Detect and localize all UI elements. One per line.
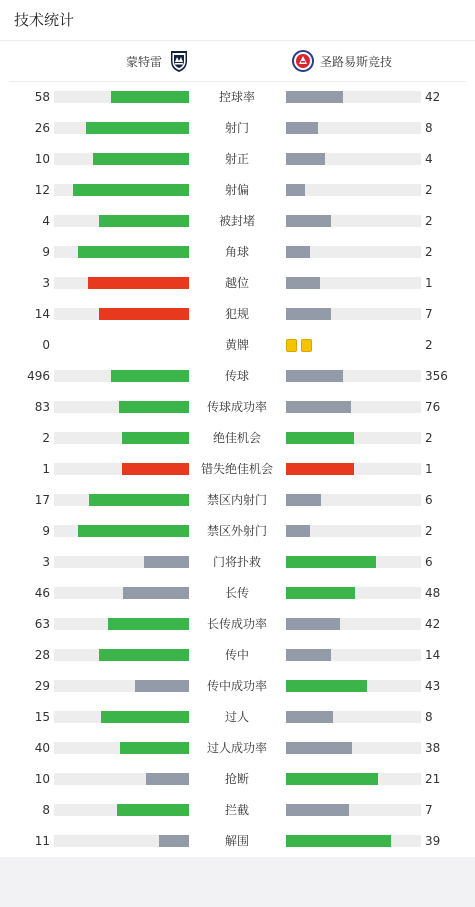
away-stat-bar xyxy=(286,401,421,413)
stat-row xyxy=(0,335,475,355)
away-stat-value: 38 xyxy=(425,741,441,755)
away-stat-bar xyxy=(286,370,421,382)
home-stat-bar-fill xyxy=(99,649,189,661)
stat-label: 长传成功率 xyxy=(206,617,267,631)
divider xyxy=(9,81,466,82)
stat-label: 过人成功率 xyxy=(206,741,267,755)
away-stat-bar-fill xyxy=(286,742,352,754)
home-stat-bar xyxy=(54,463,189,475)
away-stat-value: 2 xyxy=(425,431,433,445)
stat-label: 被封堵 xyxy=(218,214,255,228)
stat-row xyxy=(0,800,475,820)
stat-row xyxy=(0,552,475,572)
away-stat-bar xyxy=(286,246,421,258)
stat-label: 禁区内射门 xyxy=(206,493,267,507)
away-stat-bar xyxy=(286,153,421,165)
away-team-header[interactable] xyxy=(292,49,392,73)
away-stat-bar xyxy=(286,618,421,630)
away-stat-bar xyxy=(286,122,421,134)
stat-row xyxy=(0,242,475,262)
stat-row xyxy=(0,366,475,386)
yellow-card-icon xyxy=(286,339,297,352)
stat-row xyxy=(0,490,475,510)
home-stat-value: 9 xyxy=(42,245,50,259)
home-stat-bar-fill xyxy=(111,370,189,382)
home-stat-bar-fill xyxy=(119,401,189,413)
home-stat-bar-fill xyxy=(99,215,189,227)
home-stat-bar-fill xyxy=(78,246,189,258)
home-stat-bar xyxy=(54,215,189,227)
stat-row xyxy=(0,676,475,696)
stat-label: 解围 xyxy=(224,834,249,848)
stat-row xyxy=(0,614,475,634)
away-stat-bar xyxy=(286,680,421,692)
home-stat-value: 10 xyxy=(34,152,50,166)
away-stat-bar xyxy=(286,184,421,196)
stat-row xyxy=(0,707,475,727)
home-stat-bar xyxy=(54,711,189,723)
stat-row xyxy=(0,831,475,851)
away-stat-value: 6 xyxy=(425,555,433,569)
stat-label: 黄牌 xyxy=(224,338,249,352)
stat-label: 犯规 xyxy=(224,307,249,321)
away-stat-bar xyxy=(286,215,421,227)
stat-label: 传中 xyxy=(224,648,249,662)
home-stat-bar-fill xyxy=(93,153,189,165)
stat-label: 绝佳机会 xyxy=(212,431,261,445)
home-stat-bar xyxy=(54,835,189,847)
stat-label: 门将扑救 xyxy=(212,555,261,569)
away-stat-value: 14 xyxy=(425,648,441,662)
away-stat-bar-fill xyxy=(286,804,349,816)
stat-row xyxy=(0,397,475,417)
away-yellow-cards xyxy=(286,339,312,352)
away-stat-bar-fill xyxy=(286,649,331,661)
home-stat-bar-fill xyxy=(86,122,189,134)
home-stat-bar-fill xyxy=(122,432,190,444)
away-stat-bar-fill xyxy=(286,587,355,599)
home-stat-value: 10 xyxy=(34,772,50,786)
home-stat-value: 17 xyxy=(34,493,50,507)
home-stat-value: 496 xyxy=(27,369,50,383)
home-team-name: 蒙特雷 xyxy=(126,54,163,69)
away-stat-bar-fill xyxy=(286,711,333,723)
home-stat-bar xyxy=(54,804,189,816)
away-stat-value: 43 xyxy=(425,679,441,693)
stat-row xyxy=(0,87,475,107)
away-stat-value: 48 xyxy=(425,586,441,600)
home-stat-value: 2 xyxy=(42,431,50,445)
away-stat-bar-fill xyxy=(286,153,325,165)
away-stat-value: 39 xyxy=(425,834,441,848)
home-stat-bar xyxy=(54,525,189,537)
stat-label: 长传 xyxy=(224,586,249,600)
away-stat-bar xyxy=(286,308,421,320)
away-stat-bar xyxy=(286,91,421,103)
away-stat-bar xyxy=(286,277,421,289)
away-stat-bar-fill xyxy=(286,91,343,103)
away-stat-bar xyxy=(286,463,421,475)
home-stat-bar xyxy=(54,91,189,103)
home-stat-bar xyxy=(54,773,189,785)
away-stat-value: 356 xyxy=(425,369,448,383)
home-stat-bar xyxy=(54,494,189,506)
away-stat-value: 8 xyxy=(425,121,433,135)
stat-label: 射正 xyxy=(224,152,249,166)
home-stat-bar-fill xyxy=(108,618,189,630)
home-stat-bar-fill xyxy=(88,277,189,289)
away-stat-value: 6 xyxy=(425,493,433,507)
stat-row xyxy=(0,118,475,138)
away-stat-bar-fill xyxy=(286,525,310,537)
home-stat-value: 11 xyxy=(34,834,50,848)
away-stat-value: 42 xyxy=(425,617,441,631)
home-stat-bar xyxy=(54,618,189,630)
home-stat-bar-fill xyxy=(120,742,189,754)
away-stat-bar-fill xyxy=(286,246,310,258)
away-stat-value: 42 xyxy=(425,90,441,104)
home-stat-value: 40 xyxy=(34,741,50,755)
home-stat-bar xyxy=(54,432,189,444)
stat-label: 错失绝佳机会 xyxy=(200,462,273,476)
away-stat-bar-fill xyxy=(286,463,354,475)
home-stat-value: 58 xyxy=(34,90,50,104)
home-stat-value: 15 xyxy=(34,710,50,724)
home-stat-value: 4 xyxy=(42,214,50,228)
stat-row xyxy=(0,211,475,231)
home-stat-bar xyxy=(54,122,189,134)
away-stat-bar xyxy=(286,804,421,816)
away-stat-bar-fill xyxy=(286,370,343,382)
stat-row xyxy=(0,428,475,448)
home-stat-bar-fill xyxy=(135,680,189,692)
home-stat-bar-fill xyxy=(99,308,189,320)
yellow-card-icon xyxy=(301,339,312,352)
away-stat-bar xyxy=(286,556,421,568)
stat-label: 过人 xyxy=(224,710,249,724)
away-stat-bar xyxy=(286,649,421,661)
home-stat-value: 3 xyxy=(42,276,50,290)
home-stat-bar xyxy=(54,742,189,754)
home-stat-bar xyxy=(54,370,189,382)
stat-label: 越位 xyxy=(224,276,249,290)
home-stat-bar xyxy=(54,308,189,320)
home-stat-bar xyxy=(54,680,189,692)
stat-row xyxy=(0,149,475,169)
stat-row xyxy=(0,273,475,293)
home-stat-bar-fill xyxy=(159,835,189,847)
away-stat-bar-fill xyxy=(286,494,321,506)
home-stat-value: 0 xyxy=(42,338,50,352)
home-stat-bar-fill xyxy=(122,463,190,475)
home-stat-value: 26 xyxy=(34,121,50,135)
stat-label: 控球率 xyxy=(218,90,255,104)
away-stat-value: 1 xyxy=(425,462,433,476)
home-stat-value: 29 xyxy=(34,679,50,693)
home-stat-value: 9 xyxy=(42,524,50,538)
away-team-name: 圣路易斯竞技 xyxy=(320,54,393,69)
home-stat-bar-fill xyxy=(89,494,189,506)
stat-row xyxy=(0,521,475,541)
away-stat-bar-fill xyxy=(286,556,376,568)
stat-row xyxy=(0,459,475,479)
away-stat-bar-fill xyxy=(286,184,305,196)
home-stat-bar-fill xyxy=(111,91,189,103)
away-stat-value: 2 xyxy=(425,524,433,538)
stat-row xyxy=(0,583,475,603)
home-stat-value: 83 xyxy=(34,400,50,414)
away-stat-bar-fill xyxy=(286,401,351,413)
away-stat-value: 1 xyxy=(425,276,433,290)
away-stat-bar-fill xyxy=(286,835,391,847)
divider xyxy=(0,40,475,41)
stat-label: 角球 xyxy=(224,245,249,259)
home-stat-value: 46 xyxy=(34,586,50,600)
away-stat-bar-fill xyxy=(286,773,378,785)
home-stat-bar-fill xyxy=(117,804,189,816)
away-stat-value: 7 xyxy=(425,307,433,321)
home-stat-bar-fill xyxy=(101,711,189,723)
stat-row xyxy=(0,180,475,200)
away-stat-value: 2 xyxy=(425,245,433,259)
away-stat-value: 2 xyxy=(425,183,433,197)
monterrey-crest-icon xyxy=(168,49,190,73)
home-stat-bar xyxy=(54,401,189,413)
stat-label: 传球 xyxy=(224,369,249,383)
home-stat-value: 63 xyxy=(34,617,50,631)
home-stat-bar-fill xyxy=(144,556,189,568)
home-stat-bar-fill xyxy=(146,773,189,785)
home-stat-bar xyxy=(54,649,189,661)
stat-label: 传中成功率 xyxy=(206,679,267,693)
away-stat-bar-fill xyxy=(286,618,340,630)
stat-label: 抢断 xyxy=(224,772,249,786)
stat-row xyxy=(0,304,475,324)
home-stat-bar xyxy=(54,246,189,258)
stat-label: 拦截 xyxy=(224,803,249,817)
page-title: 技术统计 xyxy=(14,11,75,29)
home-team-header[interactable] xyxy=(126,49,190,73)
stat-label: 射偏 xyxy=(224,183,249,197)
home-stat-value: 12 xyxy=(34,183,50,197)
home-stat-value: 1 xyxy=(42,462,50,476)
stat-row xyxy=(0,769,475,789)
home-stat-bar-fill xyxy=(123,587,189,599)
stat-label: 射门 xyxy=(224,121,249,135)
away-stat-bar xyxy=(286,494,421,506)
away-stat-value: 21 xyxy=(425,772,441,786)
home-stat-bar xyxy=(54,184,189,196)
away-stat-bar-fill xyxy=(286,215,331,227)
away-stat-bar xyxy=(286,432,421,444)
away-stat-bar-fill xyxy=(286,680,367,692)
home-stat-bar xyxy=(54,153,189,165)
home-stat-bar-fill xyxy=(78,525,189,537)
away-stat-value: 76 xyxy=(425,400,441,414)
atletico-san-luis-crest-icon xyxy=(292,49,314,73)
away-stat-bar xyxy=(286,587,421,599)
away-stat-value: 2 xyxy=(425,214,433,228)
away-stat-bar xyxy=(286,742,421,754)
away-stat-value: 2 xyxy=(425,338,433,352)
home-stat-value: 3 xyxy=(42,555,50,569)
stat-row xyxy=(0,738,475,758)
away-stat-bar xyxy=(286,835,421,847)
home-stat-bar-fill xyxy=(73,184,189,196)
away-stat-bar-fill xyxy=(286,277,320,289)
away-stat-bar xyxy=(286,525,421,537)
away-stat-bar-fill xyxy=(286,432,354,444)
stat-label: 传球成功率 xyxy=(206,400,267,414)
stat-row xyxy=(0,645,475,665)
home-stat-value: 8 xyxy=(42,803,50,817)
away-stat-bar-fill xyxy=(286,122,318,134)
home-stat-value: 28 xyxy=(34,648,50,662)
home-stat-bar xyxy=(54,587,189,599)
home-stat-bar xyxy=(54,277,189,289)
home-stat-bar xyxy=(54,556,189,568)
away-stat-value: 4 xyxy=(425,152,433,166)
away-stat-bar xyxy=(286,773,421,785)
away-stat-bar-fill xyxy=(286,308,331,320)
away-stat-value: 7 xyxy=(425,803,433,817)
away-stat-bar xyxy=(286,711,421,723)
home-stat-value: 14 xyxy=(34,307,50,321)
stat-label: 禁区外射门 xyxy=(206,524,267,538)
away-stat-value: 8 xyxy=(425,710,433,724)
